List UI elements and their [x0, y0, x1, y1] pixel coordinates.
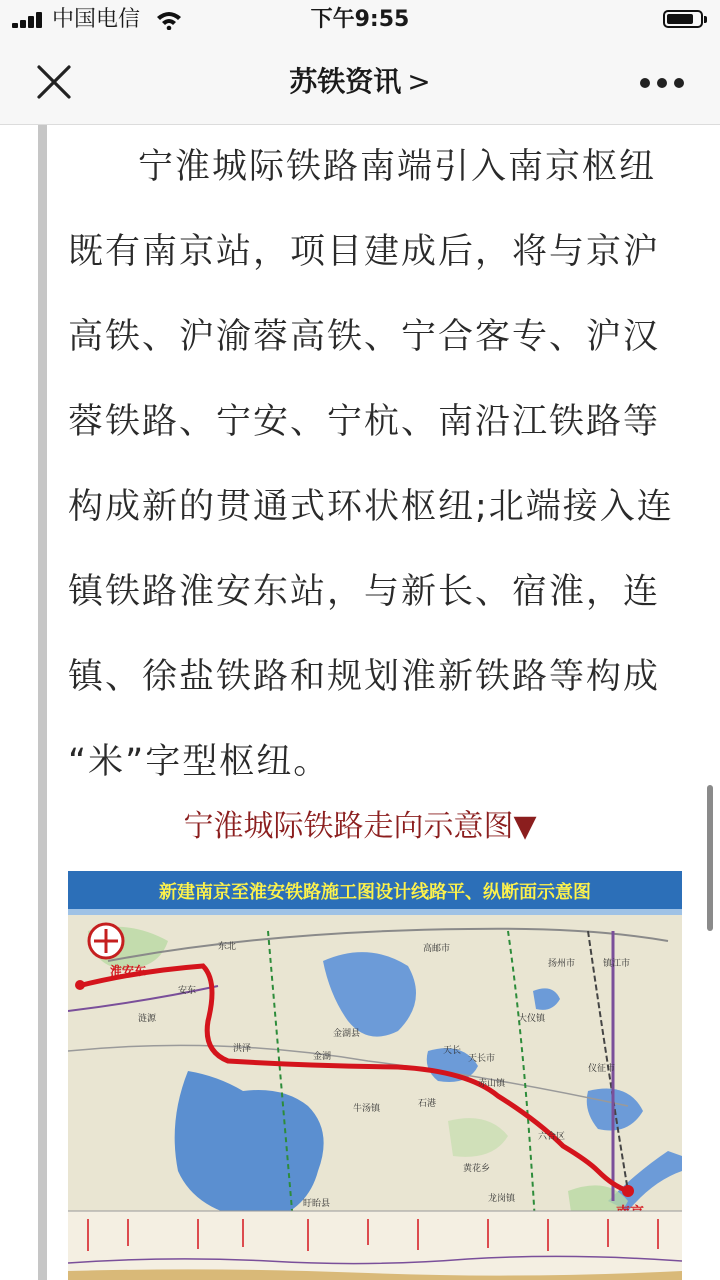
map-place-label: 涟源: [138, 1014, 157, 1024]
paragraph-line: 既有南京站，项目建成后，将与京沪: [68, 232, 661, 272]
paragraph-line: 蓉铁路、宁安、宁杭、南沿江铁路等: [68, 402, 661, 442]
carrier-label: 中国电信: [52, 7, 141, 32]
map-place-label: 东北: [218, 942, 237, 952]
quote-bar: [38, 125, 47, 1280]
chevron-right-icon: >: [407, 65, 431, 98]
paragraph-line: 构成新的贯通式环状枢纽;北端接入连: [68, 487, 674, 527]
paragraph-line: 高铁、沪渝蓉高铁、宁合客专、沪汉: [68, 317, 661, 357]
map-place-label: 金湖: [313, 1052, 332, 1062]
map-place-label: 高邮市: [423, 944, 451, 954]
battery-icon: [663, 10, 703, 28]
paragraph-line: 镇、徐盐铁路和规划淮新铁路等构成: [68, 657, 661, 697]
more-options-button[interactable]: [636, 68, 688, 98]
paragraph-line: 宁淮城际铁路南端引入南京枢纽: [138, 147, 657, 187]
map-place-label: 金湖县: [333, 1029, 361, 1039]
image-caption: 宁淮城际铁路走向示意图▼: [183, 809, 537, 844]
article-paragraph: [68, 125, 688, 805]
more-dot-icon: [657, 78, 667, 88]
station-label-huaiandong: 淮安东: [110, 964, 147, 978]
map-place-label: 牛汤镇: [353, 1104, 381, 1114]
map-place-label: 赤山镇: [478, 1079, 506, 1089]
article-content: [0, 125, 720, 1280]
paragraph-line: “米”字型枢纽。: [68, 742, 331, 782]
map-place-label: 龙岗镇: [488, 1194, 516, 1204]
map-place-label: 黄花乡: [463, 1164, 491, 1174]
status-bar: [0, 0, 720, 40]
map-place-label: 仪征市: [588, 1064, 616, 1074]
map-banner-title: 新建南京至淮安铁路施工图设计线路平、纵断面示意图: [159, 882, 591, 903]
more-dot-icon: [640, 78, 650, 88]
map-place-label: 石港: [418, 1099, 437, 1109]
map-place-label: 洪泽: [233, 1044, 252, 1054]
map-place-label: 扬州市: [548, 959, 576, 969]
nav-bar: [0, 40, 720, 125]
account-title-link[interactable]: [0, 62, 720, 102]
more-dot-icon: [674, 78, 684, 88]
map-place-label: 六合区: [538, 1132, 566, 1142]
scrollbar[interactable]: [707, 785, 713, 931]
map-place-label: 天长市: [468, 1054, 496, 1064]
route-map-image[interactable]: [68, 871, 682, 1280]
account-name: 苏铁资讯: [289, 65, 402, 98]
map-place-label: 大仪镇: [518, 1014, 546, 1024]
map-place-label: 镇江市: [603, 959, 631, 969]
map-place-label: 安东: [178, 986, 197, 996]
route-map-drawing: [68, 871, 682, 1280]
map-place-label: 盱眙县: [303, 1199, 331, 1209]
paragraph-line: 镇铁路淮安东站，与新长、宿淮，连: [68, 572, 661, 612]
status-time: 下午9:55: [310, 7, 410, 32]
map-place-label: 天长: [443, 1046, 462, 1056]
